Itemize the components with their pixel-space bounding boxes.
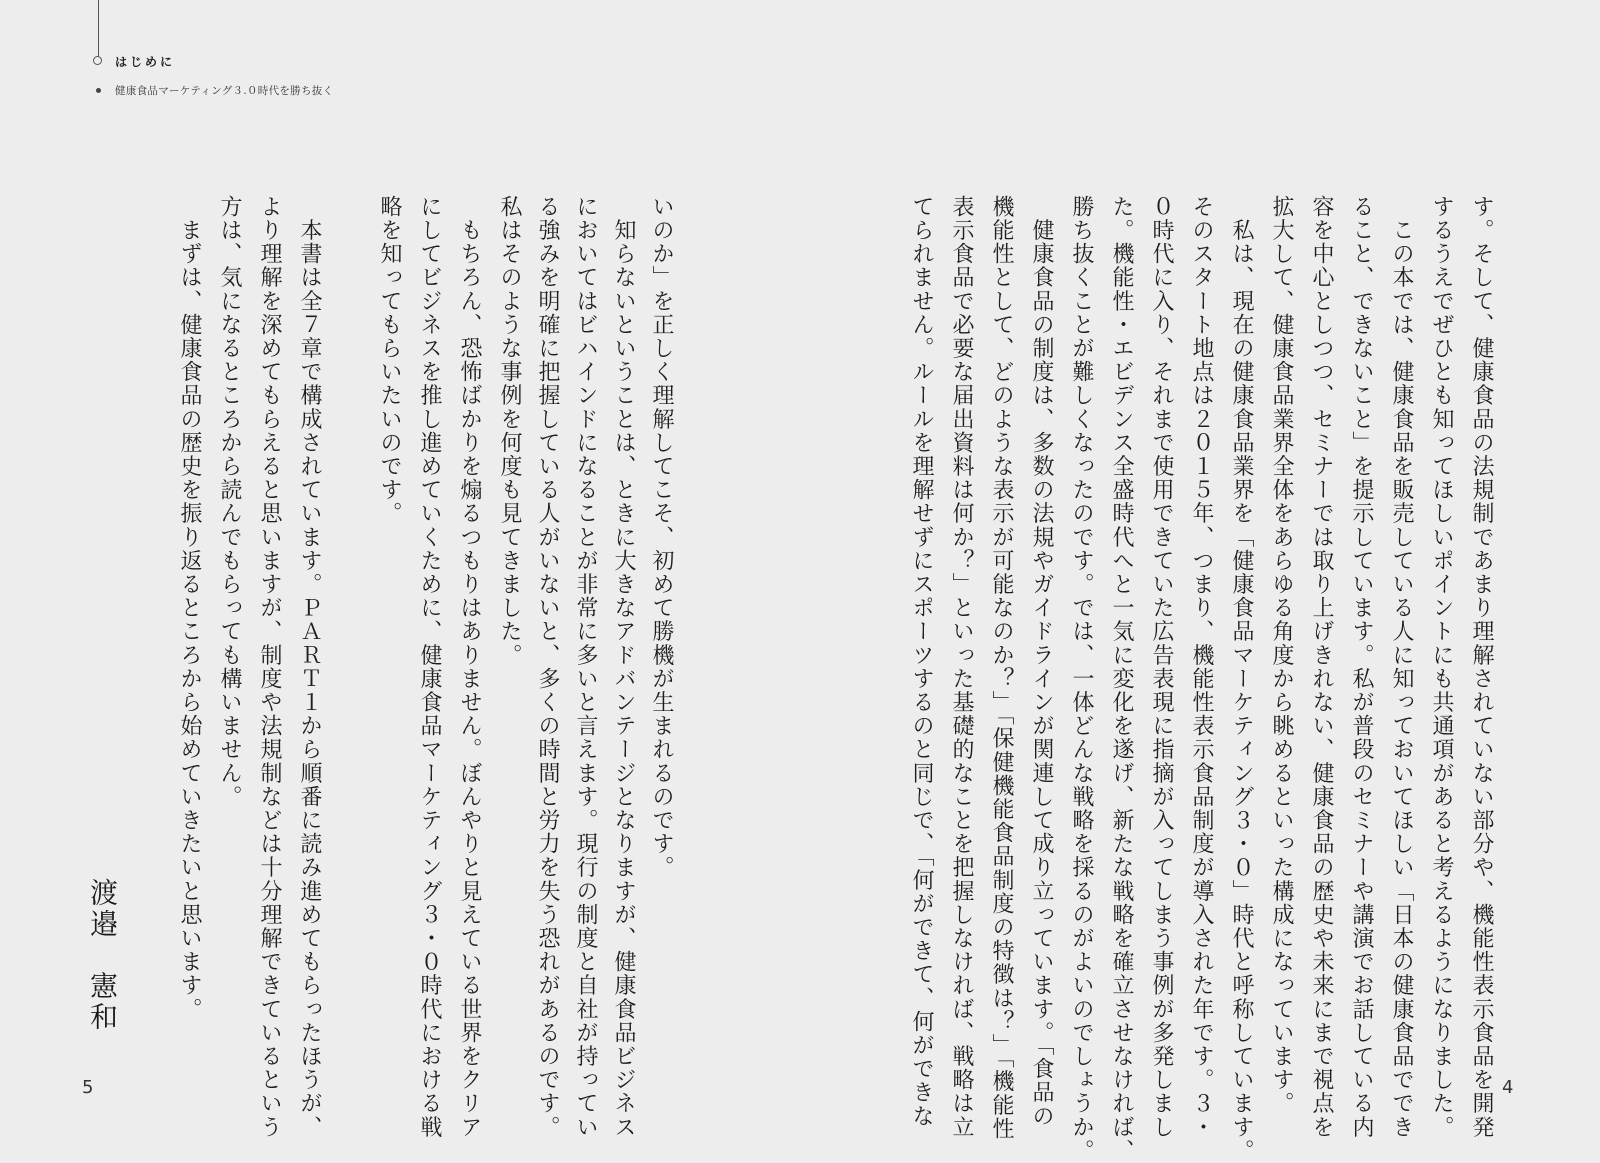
text-column: そのスタート地点は２０１５年、つまり、機能性表示食品制度が導入された年です。３・ — [1189, 195, 1214, 1139]
text-column: す。そして、健康食品の法規制であまり理解されていない部分や、機能性表示食品を開発 — [1469, 195, 1494, 1139]
text-column: においてはビハインドになることが非常に多いと言えます。現行の制度と自社が持ってい — [573, 195, 598, 1139]
page-number-left: 5 — [82, 1077, 94, 1098]
text-column: 健康食品の制度は、多数の法規やガイドラインが関連して成り立っています。「食品の — [1029, 195, 1054, 1128]
text-column: もちろん、恐怖ばかりを煽るつもりはありません。ぼんやりと見えている世界をクリア — [457, 195, 482, 1139]
text-column: いのか」を正しく理解してこそ、初めて勝機が生まれるのです。 — [649, 195, 674, 880]
text-column: するうえでぜひとも知ってほしいポイントにも共通項があると考えるようになりました。 — [1429, 195, 1454, 1139]
text-column: まずは、健康食品の歴史を振り返るところから始めていきたいと思います。 — [177, 195, 202, 1021]
header-rule — [98, 0, 99, 62]
text-column: 機能性として、どのような表示が可能なのか？」「保健機能食品制度の特徴は？」「機能性 — [989, 195, 1014, 1141]
page-number-right: 4 — [1502, 1077, 1514, 1098]
text-column: てられません。ルールを理解せずにスポーツするのと同じで、「何ができて、何ができな — [909, 195, 934, 1128]
text-column: にしてビジネスを推し進めていくために、健康食品マーケティング３・０時代における戦 — [417, 195, 442, 1139]
book-subtitle: 健康食品マーケティング３.０時代を勝ち抜く — [115, 85, 334, 97]
text-column: 略を知ってもらいたいのです。 — [377, 195, 402, 526]
text-column: より理解を深めてもらえると思いますが、制度や法規制などは十分理解できているという — [257, 195, 282, 1139]
text-column: 拡大して、健康食品業界全体をあらゆる角度から眺めるといった構成になっています。 — [1269, 195, 1294, 1116]
author-name: 渡邉 憲和 — [86, 878, 119, 1033]
text-column: 私は、現在の健康食品業界を「健康食品マーケティング３・０」時代と呼称しています。 — [1229, 195, 1254, 1163]
header-dot-marker — [96, 88, 101, 93]
text-column: 勝ち抜くことが難しくなったのです。では、一体どんな戦略を採るのがよいのでしょうか。 — [1069, 195, 1094, 1163]
text-column: この本では、健康食品を販売している人に知っておいてほしい「日本の健康食品ででき — [1389, 195, 1414, 1139]
text-column: ること、できないこと」を提示しています。私が普段のセミナーや講演でお話している内 — [1349, 195, 1374, 1139]
text-column: た。機能性・エビデンス全盛時代へと一気に変化を遂げ、新たな戦略を確立させなければ、 — [1109, 195, 1134, 1163]
chapter-title: はじめに — [115, 55, 176, 69]
text-column: 方は、気になるところから読んでもらっても構いません。 — [217, 195, 242, 809]
header-ring-marker — [93, 56, 102, 65]
text-column: 表示食品で必要な届出資料は何か？」といった基礎的なことを把握しなければ、戦略は立 — [949, 195, 974, 1139]
text-column: 容を中心としつつ、セミナーでは取り上げきれない、健康食品の歴史や未来にまで視点を — [1309, 195, 1334, 1139]
text-column: ０時代に入り、それまで使用できていた広告表現に指摘が入ってしまう事例が多発しまし — [1149, 195, 1174, 1139]
text-column: 私はそのような事例を何度も見てきました。 — [497, 195, 522, 667]
text-column: 知らないということは、ときに大きなアドバンテージとなりますが、健康食品ビジネス — [611, 195, 636, 1139]
text-column: 本書は全７章で構成されています。ＰＡＲＴ１から順番に読み進めてもらったほうが、 — [297, 195, 322, 1139]
text-column: る強みを明確に把握している人がいないと、多くの時間と労力を失う恐れがあるのです。 — [535, 195, 560, 1139]
